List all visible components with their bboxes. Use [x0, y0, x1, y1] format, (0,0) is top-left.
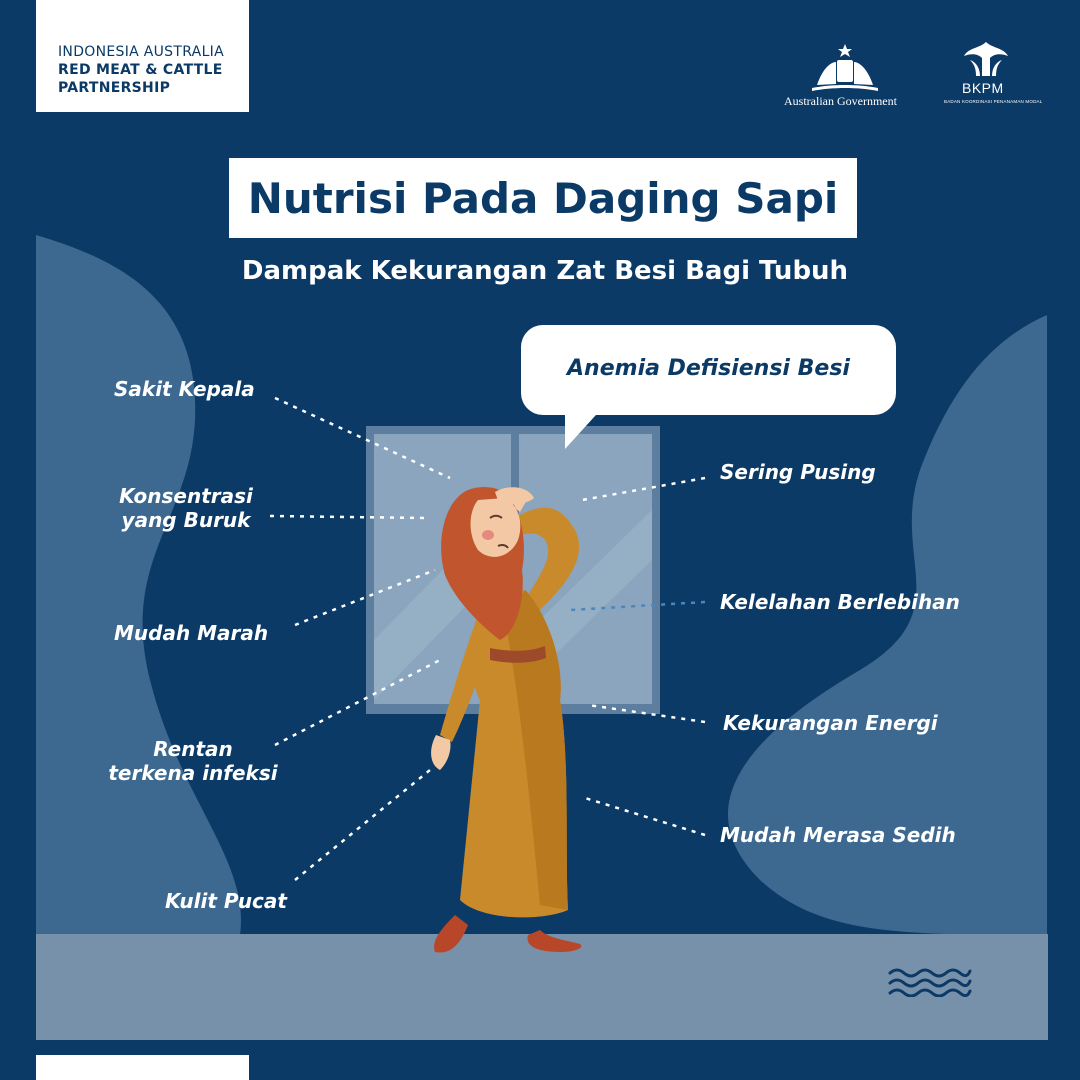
logo-line-3: PARTNERSHIP — [58, 80, 171, 96]
symptom-mudah-marah: Mudah Marah — [114, 621, 269, 645]
face — [471, 498, 521, 557]
bkpm-label: BKPM — [962, 80, 1004, 96]
symptom-sakit-kepala: Sakit Kepala — [114, 377, 255, 401]
logo-line-1: INDONESIA AUSTRALIA — [58, 44, 224, 60]
logo-line-2: RED MEAT & CATTLE — [58, 62, 223, 78]
symptom-rentan-line-2: terkena infeksi — [108, 761, 278, 785]
page-subtitle: Dampak Kekurangan Zat Besi Bagi Tubuh — [241, 256, 849, 286]
symptom-konsentrasi — [104, 484, 268, 532]
symptom-kelelahan: Kelelahan Berlebihan — [720, 590, 960, 614]
symptom-rentan — [100, 737, 286, 785]
bkpm-sublabel: BADAN KOORDINASI PENANAMAN MODAL — [944, 99, 1043, 104]
speech-bubble-text: Anemia Defisiensi Besi — [567, 355, 850, 381]
wave-decoration-icon — [888, 965, 972, 997]
symptom-rentan-line-1: Rentan — [153, 737, 233, 761]
australian-government-label: Australian Government — [784, 94, 897, 108]
symptom-kulit-pucat: Kulit Pucat — [165, 889, 287, 913]
symptom-konsentrasi-line-1: Konsentrasi — [119, 484, 253, 508]
symptom-sering-pusing: Sering Pusing — [720, 460, 876, 484]
symptom-konsentrasi-line-2: yang Buruk — [121, 508, 251, 532]
shoe-right — [527, 930, 581, 952]
bottom-white-tab — [36, 1055, 249, 1080]
symptom-mudah-sedih: Mudah Merasa Sedih — [720, 823, 956, 847]
shoe-left — [434, 915, 468, 953]
page-title: Nutrisi Pada Daging Sapi — [247, 173, 839, 223]
symptom-kekurangan-energi: Kekurangan Energi — [723, 711, 938, 735]
